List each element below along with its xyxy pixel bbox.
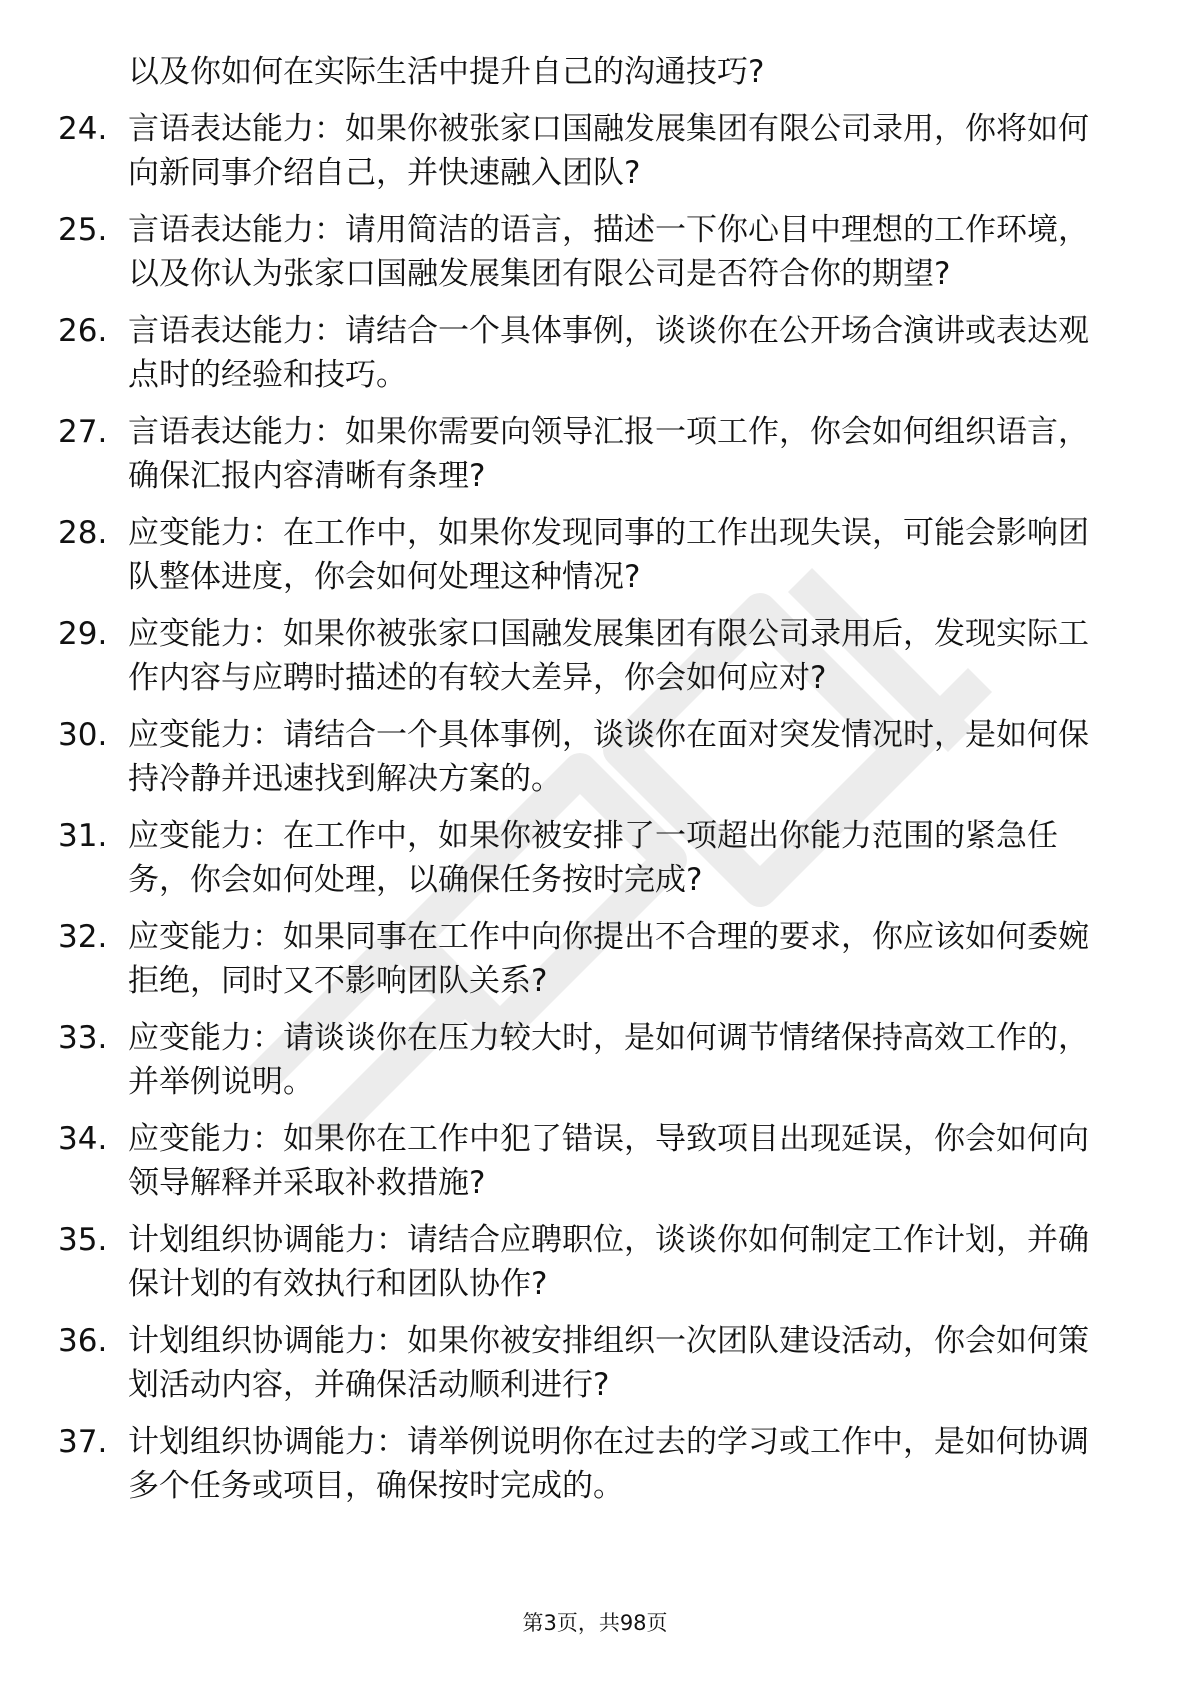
question-number: 37. xyxy=(58,1424,108,1460)
page-footer: 第3页，共98页 xyxy=(522,1611,668,1635)
question-number: 34. xyxy=(58,1121,108,1157)
question-item xyxy=(0,1319,1190,1407)
question-number: 24. xyxy=(58,111,108,147)
question-text: 应变能力：如果同事在工作中向你提出不合理的要求，你应该如何委婉拒绝，同时又不影响团队关系? xyxy=(128,919,1089,999)
question-number: 36. xyxy=(58,1323,108,1359)
question-number: 25. xyxy=(58,212,108,248)
question-text: 应变能力：如果你被张家口国融发展集团有限公司录用后，发现实际工作内容与应聘时描述的有较大差异，你会如何应对? xyxy=(128,616,1089,696)
question-number: 31. xyxy=(58,818,108,854)
question-text: 言语表达能力：如果你被张家口国融发展集团有限公司录用，你将如何向新同事介绍自己，并快速融入团队? xyxy=(128,111,1089,191)
question-item xyxy=(0,511,1190,599)
question-number: 29. xyxy=(58,616,108,652)
question-number: 32. xyxy=(58,919,108,955)
question-list xyxy=(0,50,1190,1521)
question-number: 28. xyxy=(58,515,108,551)
question-number: 33. xyxy=(58,1020,108,1056)
question-item xyxy=(0,1420,1190,1508)
question-item xyxy=(0,1218,1190,1306)
question-text: 应变能力：在工作中，如果你被安排了一项超出你能力范围的紧急任务，你会如何处理，以确保任务按时完成? xyxy=(128,818,1058,898)
question-text: 言语表达能力：如果你需要向领导汇报一项工作，你会如何组织语言，确保汇报内容清晰有条理? xyxy=(128,414,1089,494)
question-text: 言语表达能力：请用简洁的语言，描述一下你心目中理想的工作环境，以及你认为张家口国融发展集团有限公司是否符合你的期望? xyxy=(128,212,1089,292)
question-item xyxy=(0,612,1190,700)
question-item xyxy=(0,713,1190,801)
question-item xyxy=(0,814,1190,902)
question-number: 30. xyxy=(58,717,108,753)
question-text: 应变能力：请结合一个具体事例，谈谈你在面对突发情况时，是如何保持冷静并迅速找到解决方案的。 xyxy=(128,717,1089,797)
question-number: 27. xyxy=(58,414,108,450)
question-text: 言语表达能力：请结合一个具体事例，谈谈你在公开场合演讲或表达观点时的经验和技巧。 xyxy=(128,313,1089,393)
question-item xyxy=(0,915,1190,1003)
question-item xyxy=(0,208,1190,296)
question-item xyxy=(0,1117,1190,1205)
continued-text: 以及你如何在实际生活中提升自己的沟通技巧? xyxy=(128,54,765,90)
question-item xyxy=(0,410,1190,498)
question-number: 35. xyxy=(58,1222,108,1258)
question-text: 计划组织协调能力：请举例说明你在过去的学习或工作中，是如何协调多个任务或项目，确保按时完成的。 xyxy=(128,1424,1089,1504)
question-text: 应变能力：在工作中，如果你发现同事的工作出现失误，可能会影响团队整体进度，你会如何处理这种情况? xyxy=(128,515,1089,595)
question-item xyxy=(0,1016,1190,1104)
question-text: 应变能力：请谈谈你在压力较大时，是如何调节情绪保持高效工作的，并举例说明。 xyxy=(128,1020,1089,1100)
question-item xyxy=(0,107,1190,195)
question-text: 应变能力：如果你在工作中犯了错误，导致项目出现延误，你会如何向领导解释并采取补救措施? xyxy=(128,1121,1089,1201)
question-text: 计划组织协调能力：如果你被安排组织一次团队建设活动，你会如何策划活动内容，并确保活动顺利进行? xyxy=(128,1323,1089,1403)
question-text: 计划组织协调能力：请结合应聘职位，谈谈你如何制定工作计划，并确保计划的有效执行和团队协作? xyxy=(128,1222,1089,1302)
question-item xyxy=(0,309,1190,397)
question-number: 26. xyxy=(58,313,108,349)
